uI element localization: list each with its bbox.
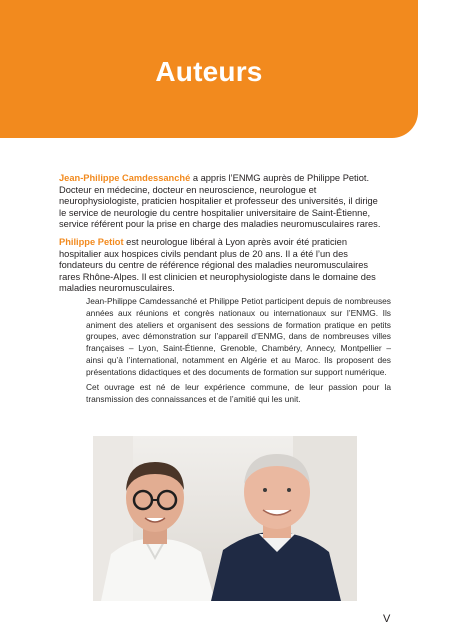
title-banner: [0, 0, 418, 138]
author-bio-camdessanche: [59, 173, 387, 231]
author-bio-petiot: [59, 237, 387, 295]
authors-photo: [93, 436, 357, 601]
body-paragraph: Jean-Philippe Camdessanché et Philippe Petiot participent depuis de nombreuses années aux réunions et congrès nationaux ou internationaux sur l’ENMG. Ils animent des ateliers et organisent des sessions de formation pratique en petits groupes, avec démonstration sur l’appareil d’ENMG, dans de nombreuses villes françaises – Lyon, Saint-Étienne, Grenoble, Chambéry, Annecy, Montpellier – ainsi qu’à l’international, notamment en Algérie et au Maroc. Ils proposent des présentations didactiques et des documents de formation sur support numérique.: [86, 296, 391, 377]
author-name: Philippe Petiot: [59, 237, 124, 247]
author-name: Jean-Philippe Camdessanché: [59, 173, 191, 183]
author-bio-text: est neurologue libéral à Lyon après avoir été praticien hospitalier aux hospices civils pendant plus de 20 ans. Il a été l’un des fondateurs du centre de référence régional des maladies neuromusculaires rares Rhône-Alpes. Il est clinicien et neurophysiologiste dans le domaine des maladies neuromusculaires.: [59, 237, 376, 294]
page-title: Auteurs: [155, 56, 263, 87]
author-bio-text: a appris l’ENMG auprès de Philippe Petiot. Docteur en médecine, docteur en neuroscience, neurologue et neurophysiologiste, praticien hospitalier et professeur des universités, il dirige le service de neurologie du centre hospitalier universitaire de Saint-Étienne, service référent pour la prise en charge des maladies neuromusculaires rares.: [59, 173, 381, 230]
body-paragraph: Cet ouvrage est né de leur expérience commune, de leur passion pour la transmission des connaissances et de l’amitié qui les unit.: [86, 382, 391, 404]
page-number: V: [383, 613, 391, 625]
